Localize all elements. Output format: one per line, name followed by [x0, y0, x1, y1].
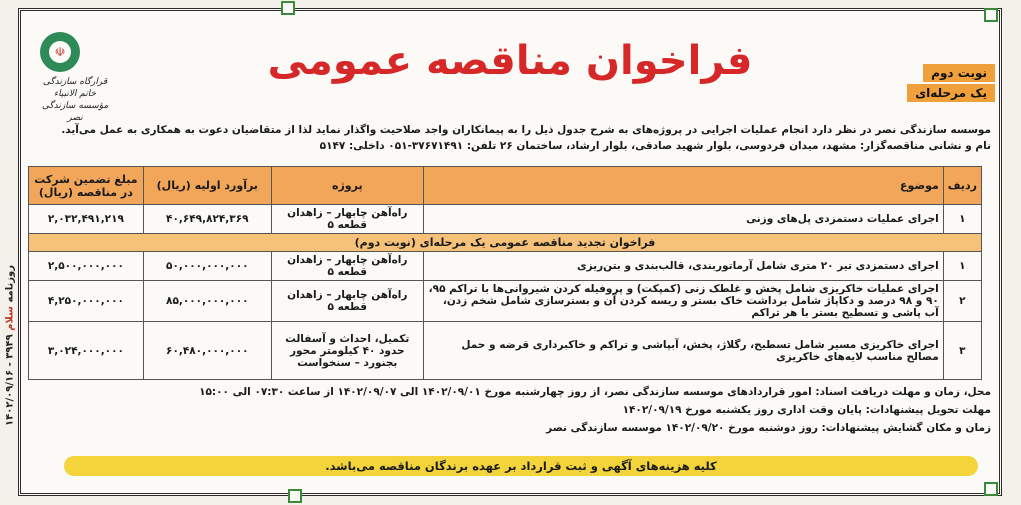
signature-line-2: مؤسسه سازندگی نصر	[41, 101, 109, 123]
newspaper-masthead	[5, 216, 16, 476]
header-row-number: ردیف	[943, 167, 981, 205]
contact-info: نام و نشانی مناقصه‌گزار: مشهد، میدان فردوسی، بلوار شهید صادقی، بلوار ارشاد، ساختمان ۲۶ تلفن: ۳۷۶۷۱۴۹۱-۰۵۱ داخلی: ۵۱۴۷	[319, 140, 991, 152]
emblem-symbol: ☫	[49, 41, 71, 63]
cell-row-number: ۱	[943, 252, 981, 281]
frame-corner-mark	[288, 489, 302, 503]
cell-estimate: ۶۰,۴۸۰,۰۰۰,۰۰۰	[166, 344, 249, 357]
cell-row-number: ۲	[943, 281, 981, 322]
issue-info: ۳۹۴۹ - ۱۴۰۲/۰۹/۱۶	[4, 334, 16, 426]
header-estimate: برآورد اولیه (ریال)	[143, 167, 271, 205]
section-title: فراخوان تجدید مناقصه عمومی یک مرحله‌ای (نوبت دوم)	[29, 234, 982, 252]
newspaper-sidebar	[0, 200, 18, 500]
cell-subject: اجرای دستمزدی تیر ۲۰ متری شامل آرماتوربندی، قالب‌بندی و بتن‌ریزی	[423, 252, 943, 281]
header-guarantee: مبلغ تضمین شرکت در مناقصه (ریال)	[29, 167, 144, 205]
cell-guarantee: ۲,۰۳۲,۴۹۱,۲۱۹	[47, 213, 124, 225]
table-row	[29, 252, 982, 281]
cell-project: راه‌آهن چابهار – زاهدان قطعه ۵	[271, 281, 423, 322]
frame-corner-mark	[984, 482, 998, 496]
cell-subject: اجرای خاکریزی مسیر شامل تسطیح، رگلاژ، پخش، آبپاشی و تراکم و خاکبرداری قرضه و حمل مصالح مناسب لایه‌های خاکریزی	[423, 322, 943, 380]
round-badge: نوبت دوم	[923, 64, 995, 82]
table-row	[29, 205, 982, 234]
cost-notice-banner: کلیه هزینه‌های آگهی و ثبت قرارداد بر عهده برندگان مناقصه می‌باشد.	[64, 456, 978, 476]
paper-name: روزنامه	[4, 265, 16, 303]
table-row	[29, 322, 982, 380]
documents-info: محل، زمان و مهلت دریافت اسناد: امور قراردادهای موسسه سازندگی نصر، از روز چهارشنبه مورخ ۱۴۰۲/۰۹/۰۱ الی ۱۴۰۲/۰۹/۰۷ از ساعت ۰۷:۳۰ الی ۱۵:۰۰	[199, 386, 991, 398]
cell-estimate: ۴۰,۶۴۹,۸۲۴,۳۶۹	[166, 213, 249, 225]
cell-guarantee: ۲,۵۰۰,۰۰۰,۰۰۰	[47, 260, 124, 272]
header-subject: موضوع	[423, 167, 943, 205]
cell-subject: اجرای عملیات دستمزدی پل‌های وزنی	[423, 205, 943, 234]
cell-row-number: ۱	[943, 205, 981, 234]
tender-table	[28, 166, 982, 380]
intro-text: موسسه سازندگی نصر در نظر دارد انجام عملیات اجرایی در پروژه‌های به شرح جدول ذیل را به پیمانکاران واجد صلاحیت واگذار نماید لذا از متقاضیان دعوت به همکاری به عمل می‌آید.	[61, 124, 991, 136]
frame-corner-mark	[984, 8, 998, 22]
cell-project: تکمیل، احداث و آسفالت حدود ۴۰ کیلومتر محور بجنورد – سنخواست	[271, 322, 423, 380]
stage-badge: یک مرحله‌ای	[907, 84, 995, 102]
cell-project: راه‌آهن چابهار – زاهدان قطعه ۵	[271, 205, 423, 234]
signature-line-1: قرارگاه سازندگی خاتم الانبیاء	[42, 77, 108, 99]
section-header-row	[29, 234, 982, 252]
page-title: فراخوان مناقصه عمومی	[267, 38, 753, 84]
header-project: پروژه	[271, 167, 423, 205]
cell-guarantee: ۴,۲۵۰,۰۰۰,۰۰۰	[47, 295, 124, 307]
table-row	[29, 281, 982, 322]
cell-row-number: ۳	[943, 322, 981, 380]
opening-info: زمان و مکان گشایش پیشنهادات: روز دوشنبه مورخ ۱۴۰۲/۰۹/۲۰ موسسه سازندگی نصر	[546, 422, 991, 434]
paper-brand: سلام	[4, 306, 16, 331]
cell-project: راه‌آهن چابهار – زاهدان قطعه ۵	[271, 252, 423, 281]
cell-estimate: ۸۵,۰۰۰,۰۰۰,۰۰۰	[166, 295, 249, 307]
frame-corner-mark	[281, 1, 295, 15]
cell-estimate: ۵۰,۰۰۰,۰۰۰,۰۰۰	[166, 260, 249, 272]
cell-guarantee: ۳,۰۲۴,۰۰۰,۰۰۰	[47, 344, 124, 357]
table-header-row	[29, 167, 982, 205]
cell-subject: اجرای عملیات خاکریزی شامل پخش و غلطک زنی (کمپکت) و پروفیله کردن شیروانی‌ها با تراکم ۹۵، ۹۰ و ۹۸ درصد و دکاپاژ شامل برداشت خاک بستر و ریسه کردن آن و بسترسازی شامل شخم زدن، آب پاشی و تسطیح بستر با هر تراکم	[423, 281, 943, 322]
emblem-icon	[40, 32, 80, 72]
submission-deadline: مهلت تحویل پیشنهادات: پایان وقت اداری روز یکشنبه مورخ ۱۴۰۲/۰۹/۱۹	[622, 404, 991, 416]
